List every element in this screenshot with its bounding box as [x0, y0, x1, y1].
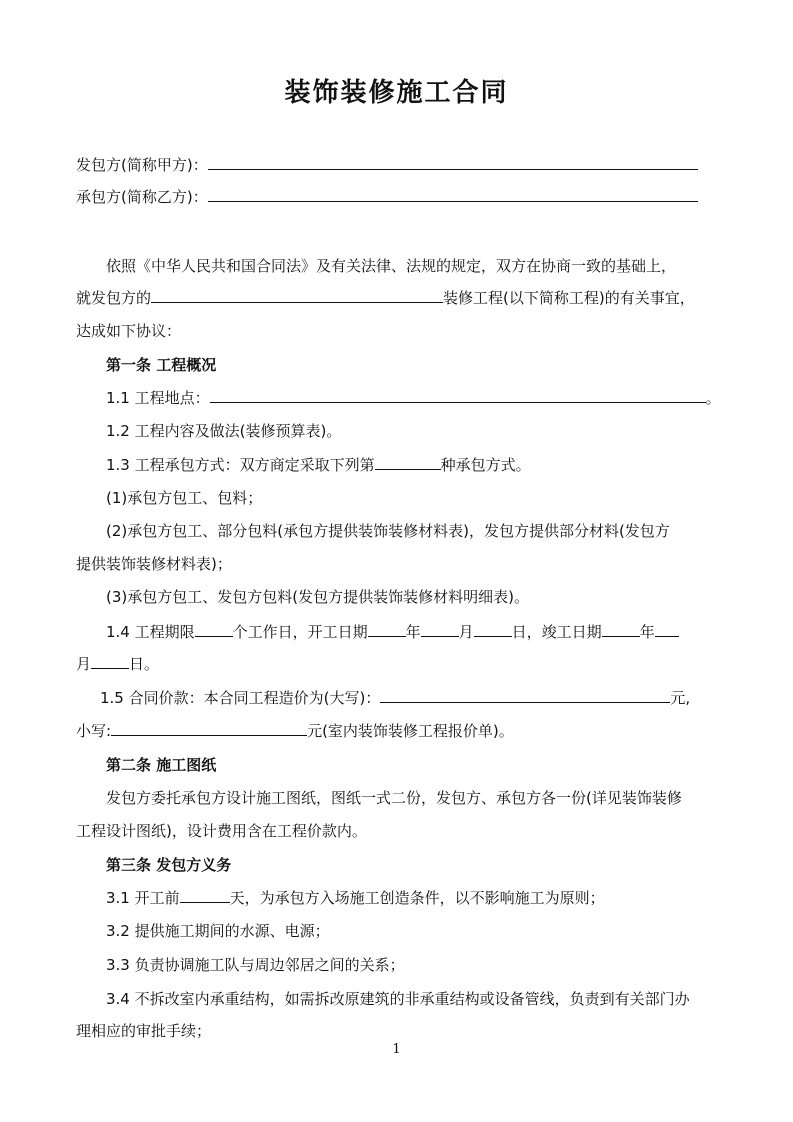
party-b-row — [76, 186, 698, 208]
intro-line-2-prefix: 就发包方的 — [76, 289, 152, 307]
party-a-row — [76, 154, 698, 176]
end-month-blank-part[interactable] — [655, 621, 679, 637]
end-day-blank[interactable] — [91, 653, 129, 669]
party-a-blank[interactable] — [208, 154, 698, 170]
intro-line-1: 依照《中华人民共和国合同法》及有关法律、法规的规定，双方在协商一致的基础上， — [106, 257, 677, 275]
clause-1-4-workdays: 个工作日，开工日期 — [232, 623, 368, 641]
clause-3-4-line-1: 3.4 不拆改室内承重结构，如需拆改原建筑的非承重结构或设备管线，负责到有关部门办 — [106, 990, 690, 1008]
option-3: (3)承包方包工、发包方包料(发包方提供装饰装修材料明细表)。 — [106, 588, 529, 606]
clause-1-3 — [106, 454, 531, 476]
start-month-label: 月 — [458, 623, 474, 641]
clause-1-5-line-1 — [100, 687, 690, 709]
price-lowercase-label: 小写: — [76, 722, 112, 740]
clause-1-4-line-2 — [76, 653, 159, 675]
clause-1-2: 1.2 工程内容及做法(装修预算表)。 — [106, 422, 342, 440]
clause-1-1 — [106, 387, 721, 409]
site-location-blank[interactable] — [210, 387, 706, 403]
clause-1-4-line-1 — [106, 621, 679, 643]
contract-mode-blank[interactable] — [375, 454, 441, 470]
intro-line-3: 达成如下协议： — [76, 322, 182, 340]
start-year-blank[interactable] — [368, 621, 406, 637]
clause-3-4-line-2: 理相应的审批手续； — [76, 1022, 212, 1040]
price-uppercase-blank[interactable] — [380, 687, 670, 703]
completion-date-label: 日，竣工日期 — [511, 623, 602, 641]
clause-1-5-yuan: 元, — [670, 689, 691, 707]
days-before-start-blank[interactable] — [180, 887, 230, 903]
article-2-line-2: 工程设计图纸)，设计费用含在工程价款内。 — [76, 822, 367, 840]
end-year-label: 年 — [639, 623, 655, 641]
article-1-heading: 第一条 工程概况 — [106, 356, 217, 374]
clause-3-1 — [106, 887, 605, 909]
intro-line-2 — [76, 287, 695, 309]
party-b-label: 承包方(简称乙方)： — [76, 188, 208, 206]
clause-1-5-suffix: 元(室内装饰装修工程报价单)。 — [307, 722, 514, 740]
option-1: (1)承包方包工、包料； — [106, 489, 263, 507]
end-year-blank[interactable] — [602, 621, 640, 637]
start-day-blank[interactable] — [474, 621, 512, 637]
clause-1-3-suffix: 种承包方式。 — [440, 456, 531, 474]
clause-3-3: 3.3 负责协调施工队与周边邻居之间的关系； — [106, 956, 405, 974]
clause-1-5-line-2 — [76, 720, 514, 742]
price-lowercase-blank[interactable] — [111, 720, 307, 736]
option-2-line-1: (2)承包方包工、部分包料(承包方提供装饰装修材料表)，发包方提供部分材料(发包方 — [106, 522, 670, 540]
clause-1-1-end: 。 — [705, 389, 721, 407]
clause-1-4-label: 1.4 工程期限 — [106, 623, 195, 641]
party-b-blank[interactable] — [208, 186, 698, 202]
article-2-heading: 第二条 施工图纸 — [106, 756, 217, 774]
party-a-label: 发包方(简称甲方)： — [76, 156, 208, 174]
article-3-heading: 第三条 发包方义务 — [106, 856, 232, 874]
end-day-label: 日。 — [129, 655, 160, 673]
clause-3-1-suffix: 天，为承包方入场施工创造条件，以不影响施工为原则； — [229, 889, 605, 907]
article-2-line-1: 发包方委托承包方设计施工图纸，图纸一式二份，发包方、承包方各一份(详见装饰装修 — [106, 789, 682, 807]
clause-3-2: 3.2 提供施工期间的水源、电源； — [106, 922, 330, 940]
document-title: 装饰装修施工合同 — [284, 78, 509, 108]
intro-line-2-suffix: 装修工程(以下简称工程)的有关事宜， — [443, 289, 695, 307]
start-month-blank[interactable] — [421, 621, 459, 637]
start-year-label: 年 — [405, 623, 421, 641]
clause-1-3-prefix: 1.3 工程承包方式：双方商定采取下列第 — [106, 456, 375, 474]
clause-1-5-label: 1.5 合同价款：本合同工程造价为(大写)： — [100, 689, 381, 707]
clause-1-1-label: 1.1 工程地点： — [106, 389, 210, 407]
working-days-blank[interactable] — [195, 621, 233, 637]
clause-3-1-prefix: 3.1 开工前 — [106, 889, 180, 907]
project-name-blank[interactable] — [151, 287, 443, 303]
page-number: 1 — [392, 1042, 401, 1057]
end-month-label: 月 — [76, 655, 92, 673]
option-2-line-2: 提供装饰装修材料表)； — [76, 555, 232, 573]
